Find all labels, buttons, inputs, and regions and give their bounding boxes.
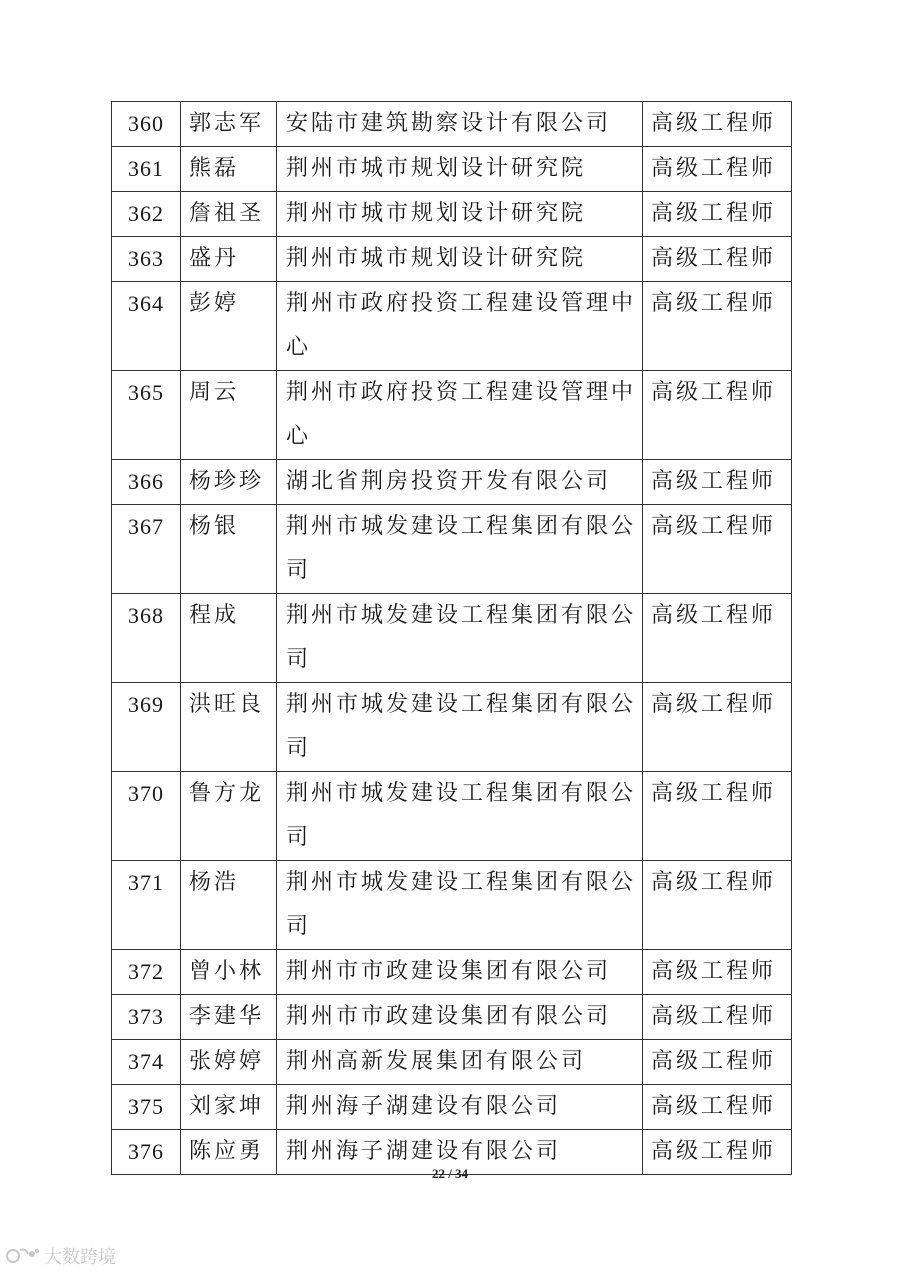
table-row bbox=[112, 683, 792, 772]
cell-organization bbox=[277, 282, 643, 371]
organization-line: 荆州市政府投资工程建设管理中 bbox=[286, 291, 637, 316]
personnel-table bbox=[111, 101, 792, 1175]
table-row bbox=[112, 950, 792, 995]
cell-number: 374 bbox=[112, 1040, 181, 1085]
cell-name: 曾小林 bbox=[181, 950, 277, 995]
organization-line: 荆州市城发建设工程集团有限公 bbox=[286, 870, 637, 895]
cell-title: 高级工程师 bbox=[643, 1085, 792, 1130]
organization-line: 司 bbox=[286, 736, 312, 761]
cell-name: 鲁方龙 bbox=[181, 772, 277, 861]
cell-name: 李建华 bbox=[181, 995, 277, 1040]
organization-line: 荆州市城发建设工程集团有限公 bbox=[286, 514, 637, 539]
cell-organization bbox=[277, 772, 643, 861]
cell-title: 高级工程师 bbox=[643, 102, 792, 147]
organization-line: 荆州市城发建设工程集团有限公 bbox=[286, 603, 637, 628]
watermark-text: 大数跨境 bbox=[44, 1247, 116, 1268]
cell-name: 郭志军 bbox=[181, 102, 277, 147]
organization-line: 司 bbox=[286, 825, 312, 850]
organization-line: 荆州市市政建设集团有限公司 bbox=[286, 959, 612, 984]
cell-title: 高级工程师 bbox=[643, 950, 792, 995]
cell-organization bbox=[277, 147, 643, 192]
cell-title: 高级工程师 bbox=[643, 282, 792, 371]
cell-title: 高级工程师 bbox=[643, 861, 792, 950]
table-body bbox=[112, 102, 792, 1175]
cell-number: 364 bbox=[112, 282, 181, 371]
cell-name: 熊磊 bbox=[181, 147, 277, 192]
cell-number: 370 bbox=[112, 772, 181, 861]
cell-number: 361 bbox=[112, 147, 181, 192]
organization-line: 荆州市政府投资工程建设管理中 bbox=[286, 380, 637, 405]
organization-line: 湖北省荆房投资开发有限公司 bbox=[286, 469, 612, 494]
table-row bbox=[112, 861, 792, 950]
cell-organization bbox=[277, 861, 643, 950]
organization-line: 荆州市城发建设工程集团有限公 bbox=[286, 692, 637, 717]
cell-number: 360 bbox=[112, 102, 181, 147]
cell-organization bbox=[277, 505, 643, 594]
organization-line: 心 bbox=[286, 424, 312, 449]
page-number: 22 / 34 bbox=[431, 1166, 469, 1181]
organization-line: 荆州海子湖建设有限公司 bbox=[286, 1139, 562, 1164]
cell-title: 高级工程师 bbox=[643, 192, 792, 237]
cell-title: 高级工程师 bbox=[643, 147, 792, 192]
table-row bbox=[112, 995, 792, 1040]
table-row bbox=[112, 371, 792, 460]
table-row bbox=[112, 237, 792, 282]
cell-organization bbox=[277, 192, 643, 237]
cell-name: 杨珍珍 bbox=[181, 460, 277, 505]
cell-number: 365 bbox=[112, 371, 181, 460]
organization-line: 司 bbox=[286, 647, 312, 672]
organization-line: 荆州高新发展集团有限公司 bbox=[286, 1049, 587, 1074]
cell-title: 高级工程师 bbox=[643, 772, 792, 861]
cell-number: 366 bbox=[112, 460, 181, 505]
table-row bbox=[112, 282, 792, 371]
table-row bbox=[112, 1040, 792, 1085]
brand-logo-icon bbox=[6, 1246, 40, 1266]
cell-organization bbox=[277, 995, 643, 1040]
table-row bbox=[112, 102, 792, 147]
cell-number: 372 bbox=[112, 950, 181, 995]
cell-name: 程成 bbox=[181, 594, 277, 683]
cell-organization bbox=[277, 1085, 643, 1130]
cell-organization bbox=[277, 371, 643, 460]
cell-title: 高级工程师 bbox=[643, 371, 792, 460]
table-row bbox=[112, 772, 792, 861]
cell-number: 373 bbox=[112, 995, 181, 1040]
cell-name: 杨银 bbox=[181, 505, 277, 594]
cell-title: 高级工程师 bbox=[643, 594, 792, 683]
cell-number: 367 bbox=[112, 505, 181, 594]
table-row bbox=[112, 505, 792, 594]
cell-number: 362 bbox=[112, 192, 181, 237]
table-row bbox=[112, 460, 792, 505]
cell-name: 盛丹 bbox=[181, 237, 277, 282]
cell-name: 周云 bbox=[181, 371, 277, 460]
cell-organization bbox=[277, 237, 643, 282]
organization-line: 安陆市建筑勘察设计有限公司 bbox=[286, 111, 612, 136]
cell-organization bbox=[277, 460, 643, 505]
cell-title: 高级工程师 bbox=[643, 505, 792, 594]
organization-line: 司 bbox=[286, 558, 312, 583]
organization-line: 心 bbox=[286, 335, 312, 360]
organization-line: 司 bbox=[286, 914, 312, 939]
table-row bbox=[112, 1085, 792, 1130]
cell-title: 高级工程师 bbox=[643, 995, 792, 1040]
cell-title: 高级工程师 bbox=[643, 237, 792, 282]
cell-name: 詹祖圣 bbox=[181, 192, 277, 237]
table-row bbox=[112, 192, 792, 237]
cell-organization bbox=[277, 950, 643, 995]
cell-number: 368 bbox=[112, 594, 181, 683]
cell-organization bbox=[277, 683, 643, 772]
watermark bbox=[6, 1243, 116, 1269]
cell-name: 洪旺良 bbox=[181, 683, 277, 772]
cell-number: 376 bbox=[112, 1130, 181, 1175]
cell-organization bbox=[277, 102, 643, 147]
organization-line: 荆州市城市规划设计研究院 bbox=[286, 246, 587, 271]
organization-line: 荆州市市政建设集团有限公司 bbox=[286, 1004, 612, 1029]
cell-title: 高级工程师 bbox=[643, 460, 792, 505]
cell-number: 363 bbox=[112, 237, 181, 282]
cell-title: 高级工程师 bbox=[643, 1040, 792, 1085]
table-row bbox=[112, 594, 792, 683]
organization-line: 荆州市城发建设工程集团有限公 bbox=[286, 781, 637, 806]
cell-name: 刘家坤 bbox=[181, 1085, 277, 1130]
organization-line: 荆州市城市规划设计研究院 bbox=[286, 156, 587, 181]
cell-name: 杨浩 bbox=[181, 861, 277, 950]
cell-name: 张婷婷 bbox=[181, 1040, 277, 1085]
cell-organization bbox=[277, 1040, 643, 1085]
cell-name: 彭婷 bbox=[181, 282, 277, 371]
table-row bbox=[112, 147, 792, 192]
organization-line: 荆州海子湖建设有限公司 bbox=[286, 1094, 562, 1119]
cell-title: 高级工程师 bbox=[643, 1130, 792, 1175]
cell-organization bbox=[277, 594, 643, 683]
cell-name: 陈应勇 bbox=[181, 1130, 277, 1175]
cell-title: 高级工程师 bbox=[643, 683, 792, 772]
organization-line: 荆州市城市规划设计研究院 bbox=[286, 201, 587, 226]
cell-number: 369 bbox=[112, 683, 181, 772]
cell-number: 371 bbox=[112, 861, 181, 950]
cell-number: 375 bbox=[112, 1085, 181, 1130]
